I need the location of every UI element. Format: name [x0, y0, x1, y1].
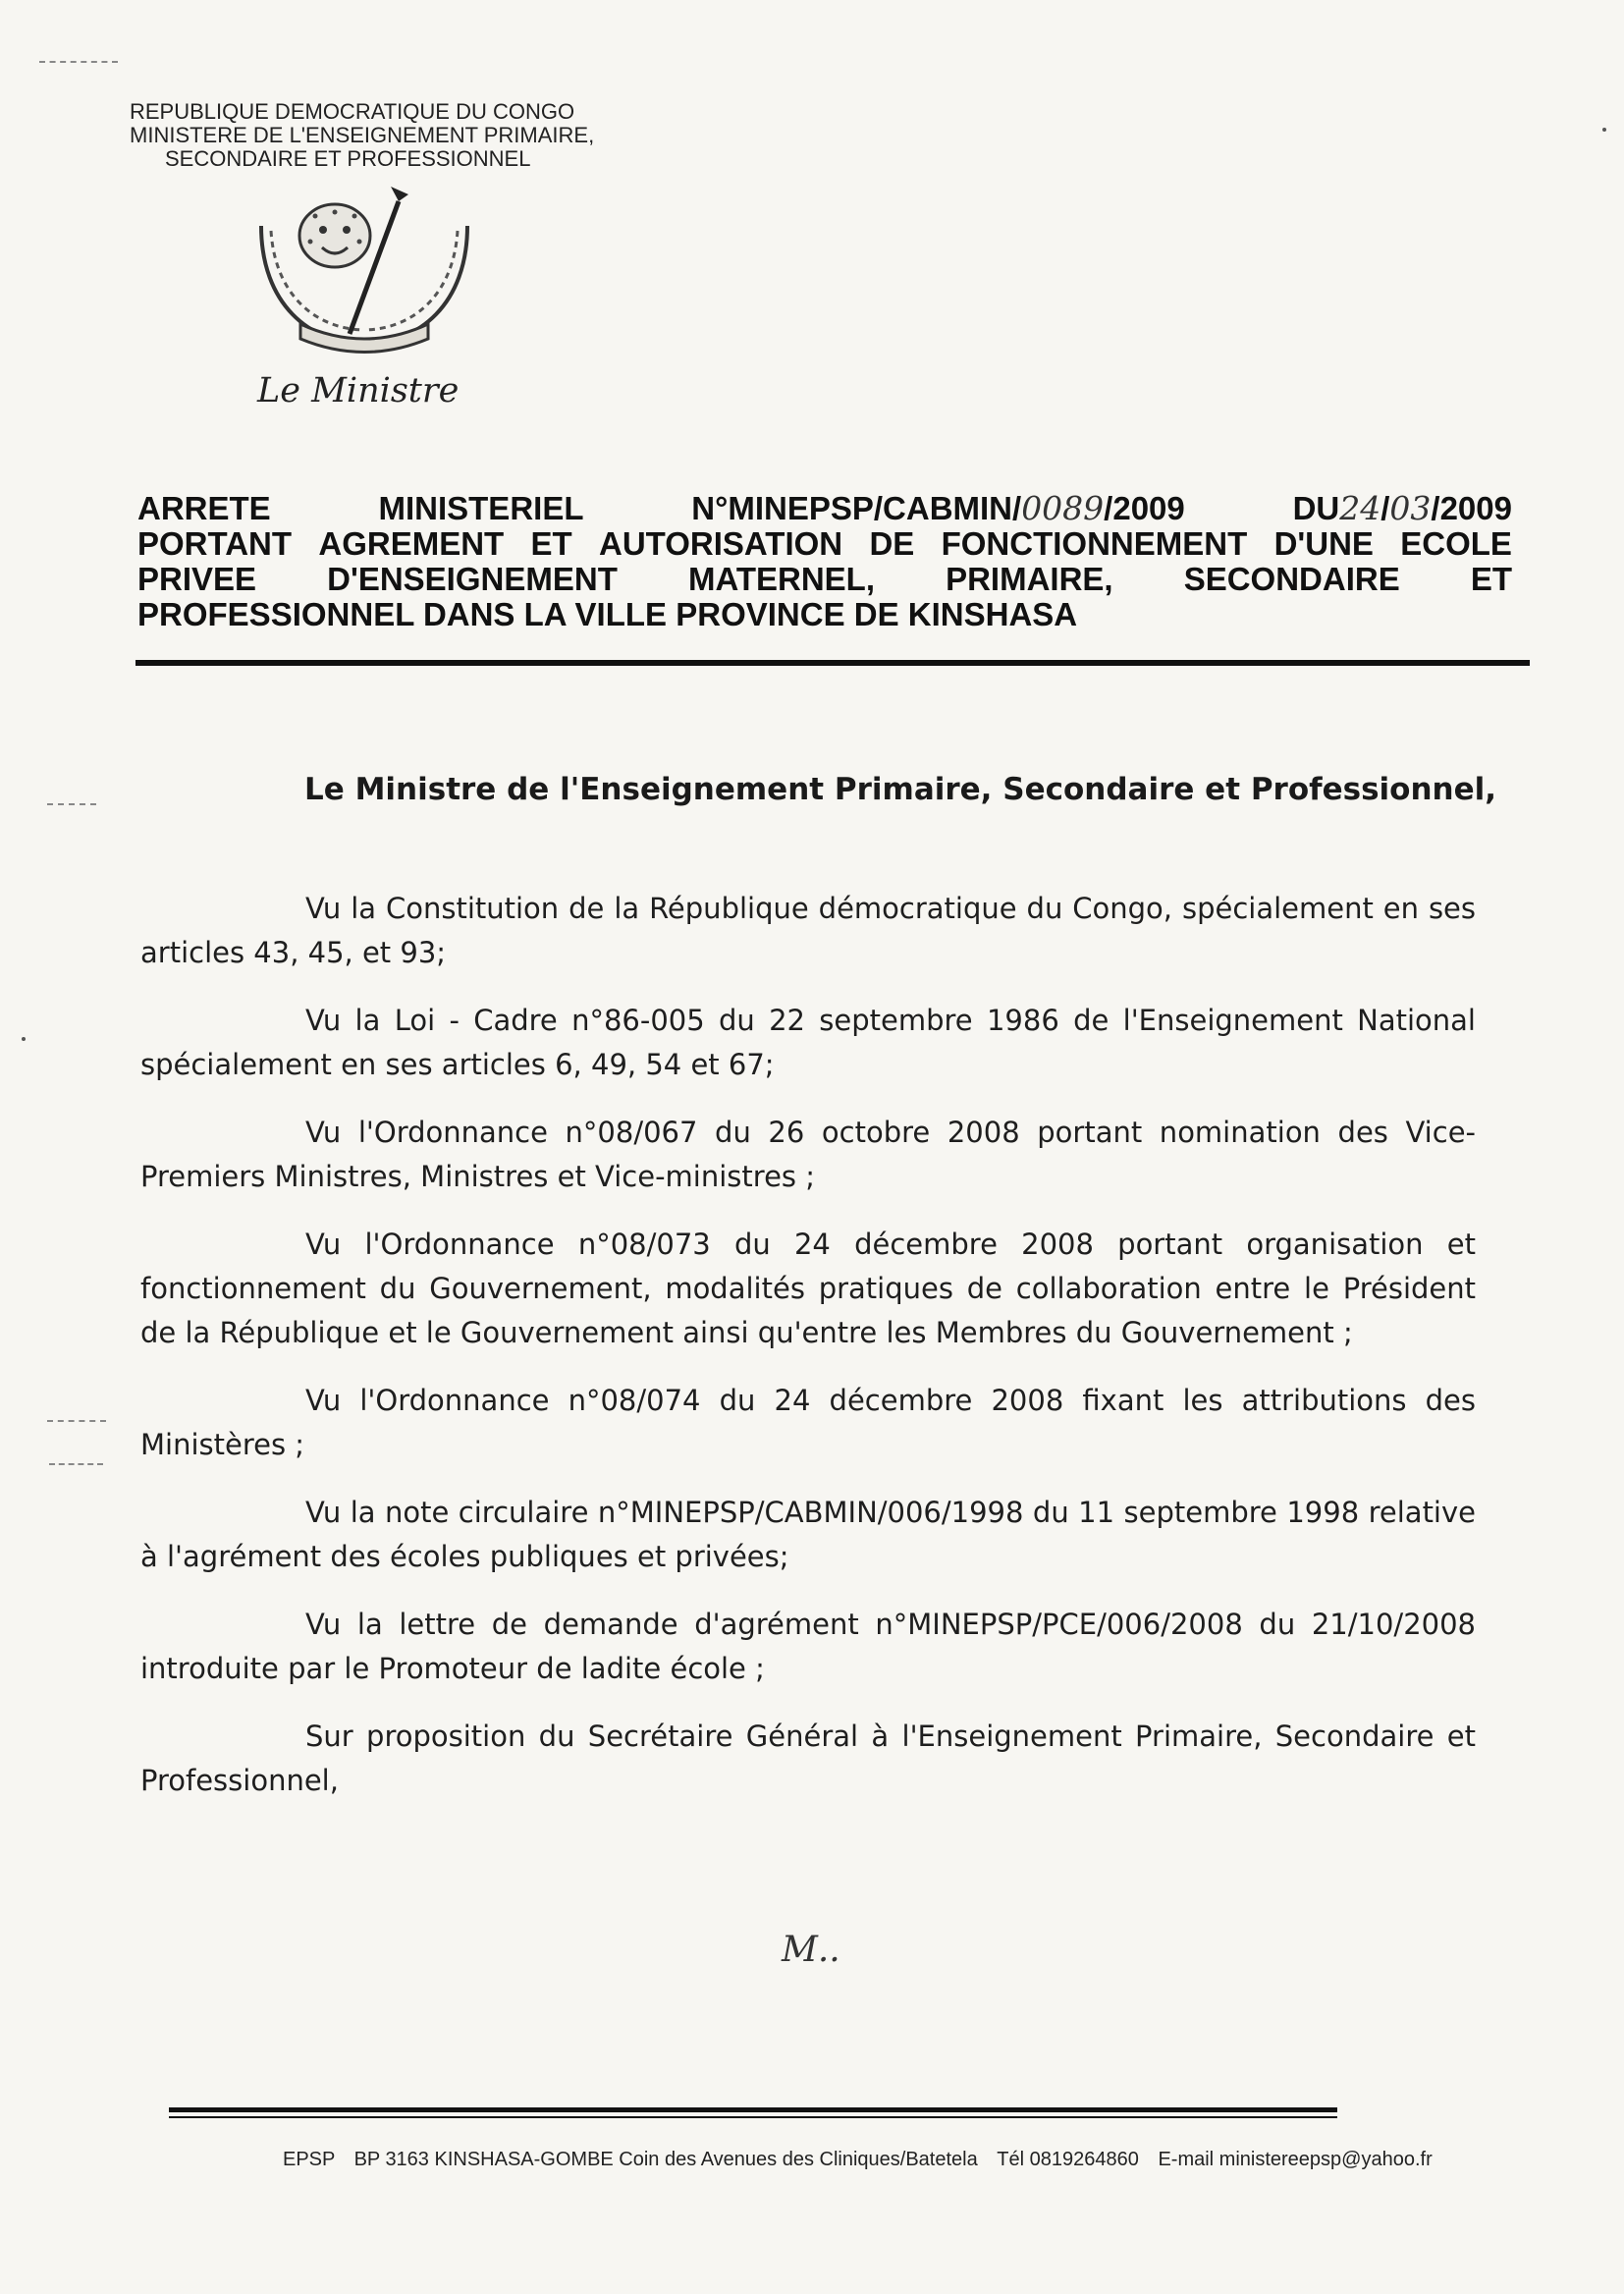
considerant-paragraph: Vu la lettre de demande d'agrément n°MINEPSP/PCE/006/2008 du 21/10/2008 introduite par le Promoteur de ladite école ; [140, 1608, 1476, 1685]
title-word: SECONDAIRE [1183, 561, 1400, 597]
minister-heading: Le Ministre de l'Enseignement Primaire, Secondaire et Professionnel, [304, 772, 1497, 807]
title-word: MATERNEL, [687, 561, 875, 597]
footer-divider-thin [169, 2116, 1337, 2118]
decree-title-line-2 [137, 526, 1512, 562]
title-word: AGREMENT [318, 525, 505, 562]
letterhead-country: REPUBLIQUE DEMOCRATIQUE DU CONGO [130, 99, 575, 124]
date-prefix: DU [1292, 490, 1340, 526]
footer-email: E-mail ministereepsp@yahoo.fr [1158, 2149, 1433, 2170]
title-word: ARRETE [137, 490, 271, 526]
title-divider [135, 660, 1530, 666]
decree-title-line-4: PROFESSIONNEL DANS LA VILLE PROVINCE DE KINSHASA [137, 596, 1078, 632]
footer-contact [283, 2149, 1433, 2171]
title-word: ET [1470, 561, 1512, 597]
letterhead-ministry: MINISTERE DE L'ENSEIGNEMENT PRIMAIRE, [130, 123, 595, 147]
considerant-paragraph: Vu l'Ordonnance n°08/073 du 24 décembre 2008 portant organisation et fonctionnement du Gouvernement, modalités pratiques de collaboration entre le Président de la République et le Gouvernement ainsi qu'entre les Membres du Gouvernement ; [140, 1228, 1476, 1349]
reference-prefix: N°MINEPSP/CABMIN/ [691, 490, 1022, 526]
letterhead-ministry-cont: SECONDAIRE ET PROFESSIONNEL [165, 146, 531, 171]
footer-phone: Tél 0819264860 [997, 2149, 1139, 2170]
letterhead [130, 100, 679, 171]
decree-title-line-1 [137, 491, 1512, 526]
reference-year: /2009 [1104, 490, 1185, 526]
title-word: PORTANT [137, 525, 293, 562]
considerants-list [140, 887, 1476, 1827]
title-word: D'UNE [1273, 525, 1374, 562]
title-word: PRIMAIRE, [946, 561, 1113, 597]
margin-scan-mark [39, 61, 118, 63]
minister-label: Le Ministre [257, 371, 460, 410]
footer-divider [169, 2107, 1337, 2112]
decree-date: DU24/03/2009 [1292, 489, 1512, 527]
handwritten-initials: M.. [782, 1930, 840, 1970]
title-word: PRIVEE [137, 561, 257, 597]
title-word: ET [530, 525, 572, 562]
considerant-paragraph: Vu l'Ordonnance n°08/074 du 24 décembre 2008 fixant les attributions des Ministères ; [140, 1384, 1476, 1461]
title-word: ECOLE [1400, 525, 1512, 562]
title-word: DE [869, 525, 915, 562]
title-word: FONCTIONNEMENT [941, 525, 1248, 562]
handwritten-day: 24 [1339, 489, 1381, 527]
margin-scan-mark [47, 1420, 106, 1422]
considerant-paragraph: Vu l'Ordonnance n°08/067 du 26 octobre 2008 portant nomination des Vice-Premiers Ministres, Ministres et Vice-ministres ; [140, 1116, 1476, 1193]
coat-of-arms-leopard-icon [242, 187, 487, 373]
margin-dot [22, 1037, 26, 1041]
date-year: /2009 [1431, 490, 1512, 526]
considerant-paragraph: Vu la Constitution de la République démocratique du Congo, spécialement en ses articles 43, 45, et 93; [140, 892, 1476, 969]
footer-org: EPSP [283, 2149, 335, 2170]
footer-address: BP 3163 KINSHASA-GOMBE Coin des Avenues des Cliniques/Batetela [353, 2149, 978, 2170]
considerant-paragraph: Vu la note circulaire n°MINEPSP/CABMIN/006/1998 du 11 septembre 1998 relative à l'agrément des écoles publiques et privées; [140, 1496, 1476, 1573]
decree-reference [691, 491, 1184, 526]
title-word: MINISTERIEL [378, 490, 584, 526]
title-word: AUTORISATION [599, 525, 843, 562]
considerant-paragraph: Sur proposition du Secrétaire Général à l'Enseignement Primaire, Secondaire et Professionnel, [140, 1720, 1476, 1797]
considerant-paragraph: Vu la Loi - Cadre n°86-005 du 22 septembre 1986 de l'Enseignement National spécialement en ses articles 6, 49, 54 et 67; [140, 1004, 1476, 1081]
handwritten-decree-number: 0089 [1021, 489, 1105, 527]
decree-title-line-3 [137, 562, 1512, 597]
handwritten-month: 03 [1389, 489, 1432, 527]
margin-scan-mark [49, 1463, 103, 1465]
title-word: D'ENSEIGNEMENT [327, 561, 618, 597]
margin-dot [1602, 128, 1606, 132]
margin-scan-mark [47, 803, 96, 805]
decree-title [137, 491, 1512, 632]
